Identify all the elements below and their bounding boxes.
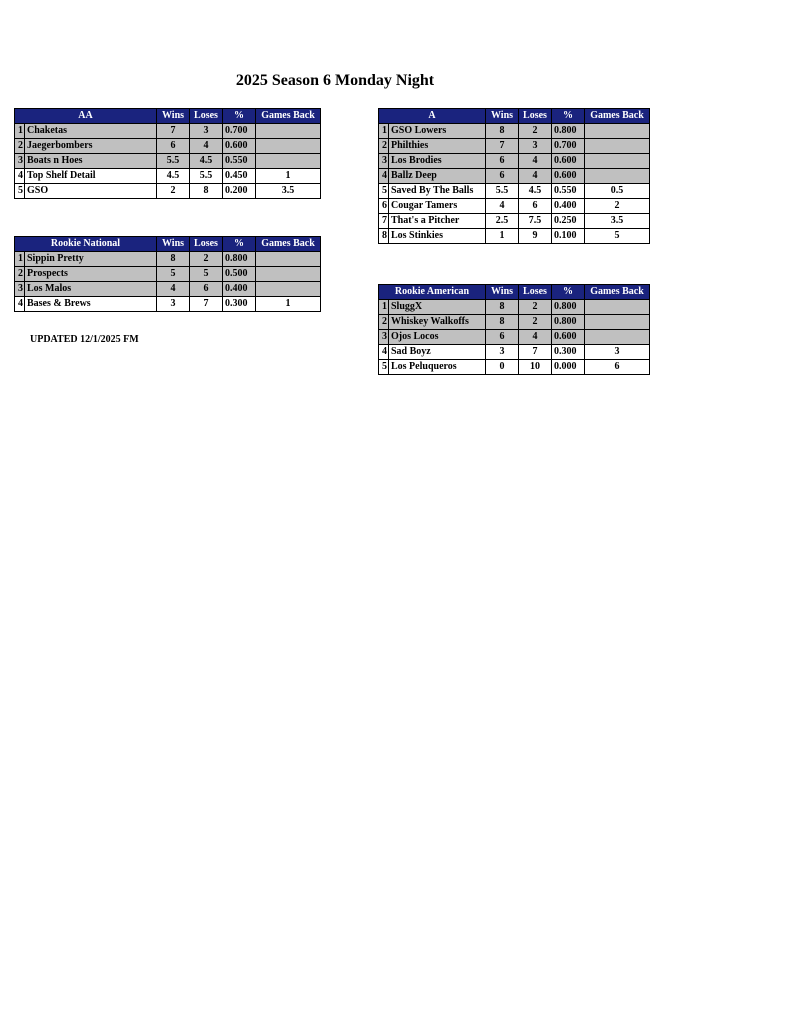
pct-cell: 0.550 [223,154,256,169]
pct-cell: 0.600 [223,139,256,154]
table-row [15,297,321,312]
wins-cell: 7 [486,139,519,154]
rank-cell: 1 [15,252,25,267]
loses-cell: 7.5 [519,214,552,229]
pct-cell: 0.700 [223,124,256,139]
rank-cell: 4 [379,169,389,184]
pct-cell: 0.400 [223,282,256,297]
table-row [379,315,650,330]
rank-cell: 2 [379,315,389,330]
team-name-cell: Ballz Deep [389,169,486,184]
team-name-cell: Boats n Hoes [25,154,157,169]
rank-cell: 4 [15,169,25,184]
wins-cell: 6 [486,169,519,184]
pct-cell: 0.800 [552,124,585,139]
rank-cell: 5 [379,360,389,375]
loses-cell: 7 [190,297,223,312]
table-row [379,199,650,214]
pct-header: % [552,109,585,124]
games-back-cell [585,169,650,184]
games-back-header: Games Back [256,237,321,252]
division-name-header: Rookie American [379,285,486,300]
pct-cell: 0.000 [552,360,585,375]
table-row [15,252,321,267]
games-back-cell: 1 [256,297,321,312]
wins-cell: 2.5 [486,214,519,229]
loses-cell: 4 [190,139,223,154]
table-row [379,139,650,154]
wins-cell: 4 [486,199,519,214]
rank-cell: 1 [379,300,389,315]
table-row [15,139,321,154]
loses-header: Loses [190,109,223,124]
games-back-header: Games Back [256,109,321,124]
loses-cell: 6 [190,282,223,297]
games-back-cell [256,267,321,282]
wins-cell: 4 [157,282,190,297]
games-back-cell [585,300,650,315]
wins-cell: 3 [486,345,519,360]
team-name-cell: Los Stinkies [389,229,486,244]
pct-cell: 0.300 [552,345,585,360]
division-name-header: Rookie National [15,237,157,252]
team-name-cell: Saved By The Balls [389,184,486,199]
loses-cell: 8 [190,184,223,199]
team-name-cell: GSO [25,184,157,199]
rank-cell: 2 [15,139,25,154]
table-row [379,360,650,375]
team-name-cell: GSO Lowers [389,124,486,139]
pct-cell: 0.100 [552,229,585,244]
loses-cell: 6 [519,199,552,214]
page-title: 2025 Season 6 Monday Night [235,72,435,89]
games-back-cell [585,330,650,345]
rank-cell: 6 [379,199,389,214]
games-back-cell [256,124,321,139]
pct-cell: 0.600 [552,330,585,345]
loses-cell: 2 [519,315,552,330]
team-name-cell: Cougar Tamers [389,199,486,214]
wins-cell: 7 [157,124,190,139]
loses-cell: 4 [519,330,552,345]
team-name-cell: Sad Boyz [389,345,486,360]
team-name-cell: Chaketas [25,124,157,139]
table-row [379,229,650,244]
loses-cell: 2 [190,252,223,267]
loses-cell: 9 [519,229,552,244]
pct-cell: 0.800 [223,252,256,267]
team-name-cell: Philthies [389,139,486,154]
team-name-cell: Jaegerbombers [25,139,157,154]
rank-cell: 7 [379,214,389,229]
pct-cell: 0.550 [552,184,585,199]
games-back-cell [256,139,321,154]
loses-cell: 5 [190,267,223,282]
games-back-cell: 1 [256,169,321,184]
table-row [15,267,321,282]
rank-cell: 5 [379,184,389,199]
wins-cell: 5 [157,267,190,282]
rank-cell: 3 [379,154,389,169]
table-row [379,169,650,184]
rank-cell: 8 [379,229,389,244]
standings-table-rookie-american [378,284,650,375]
team-name-cell: Whiskey Walkoffs [389,315,486,330]
table-row [15,184,321,199]
pct-cell: 0.250 [552,214,585,229]
loses-cell: 4 [519,154,552,169]
wins-header: Wins [157,237,190,252]
wins-cell: 6 [157,139,190,154]
team-name-cell: Prospects [25,267,157,282]
loses-cell: 4.5 [190,154,223,169]
table-row [15,282,321,297]
pct-cell: 0.450 [223,169,256,184]
table-header-row [15,109,321,124]
games-back-cell: 3.5 [585,214,650,229]
games-back-cell [585,315,650,330]
pct-cell: 0.300 [223,297,256,312]
table-row [379,330,650,345]
loses-cell: 7 [519,345,552,360]
wins-cell: 5.5 [157,154,190,169]
standings-table-rookie-national [14,236,321,312]
rank-cell: 3 [379,330,389,345]
wins-cell: 6 [486,154,519,169]
wins-cell: 3 [157,297,190,312]
games-back-cell: 3.5 [256,184,321,199]
division-name-header: A [379,109,486,124]
games-back-cell: 5 [585,229,650,244]
pct-cell: 0.600 [552,154,585,169]
rank-cell: 1 [15,124,25,139]
games-back-cell [585,124,650,139]
wins-cell: 8 [486,315,519,330]
wins-header: Wins [486,285,519,300]
loses-cell: 3 [190,124,223,139]
rank-cell: 2 [379,139,389,154]
loses-header: Loses [519,285,552,300]
pct-header: % [552,285,585,300]
table-row [379,124,650,139]
rank-cell: 3 [15,282,25,297]
table-header-row [379,109,650,124]
team-name-cell: SluggX [389,300,486,315]
games-back-cell [256,252,321,267]
table-row [379,214,650,229]
pct-cell: 0.800 [552,315,585,330]
games-back-cell [256,282,321,297]
loses-cell: 10 [519,360,552,375]
wins-cell: 8 [486,124,519,139]
wins-cell: 2 [157,184,190,199]
loses-cell: 3 [519,139,552,154]
table-row [379,300,650,315]
wins-header: Wins [157,109,190,124]
games-back-cell [585,139,650,154]
team-name-cell: Top Shelf Detail [25,169,157,184]
loses-header: Loses [190,237,223,252]
pct-cell: 0.800 [552,300,585,315]
pct-cell: 0.500 [223,267,256,282]
updated-note: UPDATED 12/1/2025 FM [30,334,139,345]
table-row [379,154,650,169]
team-name-cell: Los Peluqueros [389,360,486,375]
team-name-cell: Los Malos [25,282,157,297]
loses-cell: 2 [519,124,552,139]
table-header-row [379,285,650,300]
games-back-cell: 6 [585,360,650,375]
wins-cell: 8 [486,300,519,315]
rank-cell: 2 [15,267,25,282]
games-back-cell: 0.5 [585,184,650,199]
wins-cell: 6 [486,330,519,345]
standings-table-aa [14,108,321,199]
loses-cell: 2 [519,300,552,315]
pct-cell: 0.600 [552,169,585,184]
team-name-cell: Sippin Pretty [25,252,157,267]
wins-cell: 5.5 [486,184,519,199]
table-row [15,169,321,184]
rank-cell: 3 [15,154,25,169]
wins-header: Wins [486,109,519,124]
loses-cell: 4 [519,169,552,184]
wins-cell: 4.5 [157,169,190,184]
pct-cell: 0.700 [552,139,585,154]
loses-cell: 4.5 [519,184,552,199]
games-back-cell [256,154,321,169]
wins-cell: 8 [157,252,190,267]
table-row [15,124,321,139]
table-row [379,345,650,360]
loses-cell: 5.5 [190,169,223,184]
games-back-cell: 2 [585,199,650,214]
table-row [379,184,650,199]
games-back-cell [585,154,650,169]
games-back-cell: 3 [585,345,650,360]
games-back-header: Games Back [585,285,650,300]
pct-cell: 0.400 [552,199,585,214]
team-name-cell: Los Brodies [389,154,486,169]
team-name-cell: That's a Pitcher [389,214,486,229]
rank-cell: 1 [379,124,389,139]
division-name-header: AA [15,109,157,124]
loses-header: Loses [519,109,552,124]
pct-header: % [223,237,256,252]
table-row [15,154,321,169]
rank-cell: 4 [15,297,25,312]
team-name-cell: Ojos Locos [389,330,486,345]
wins-cell: 1 [486,229,519,244]
wins-cell: 0 [486,360,519,375]
pct-header: % [223,109,256,124]
pct-cell: 0.200 [223,184,256,199]
team-name-cell: Bases & Brews [25,297,157,312]
games-back-header: Games Back [585,109,650,124]
rank-cell: 5 [15,184,25,199]
table-header-row [15,237,321,252]
rank-cell: 4 [379,345,389,360]
standings-table-a [378,108,650,244]
